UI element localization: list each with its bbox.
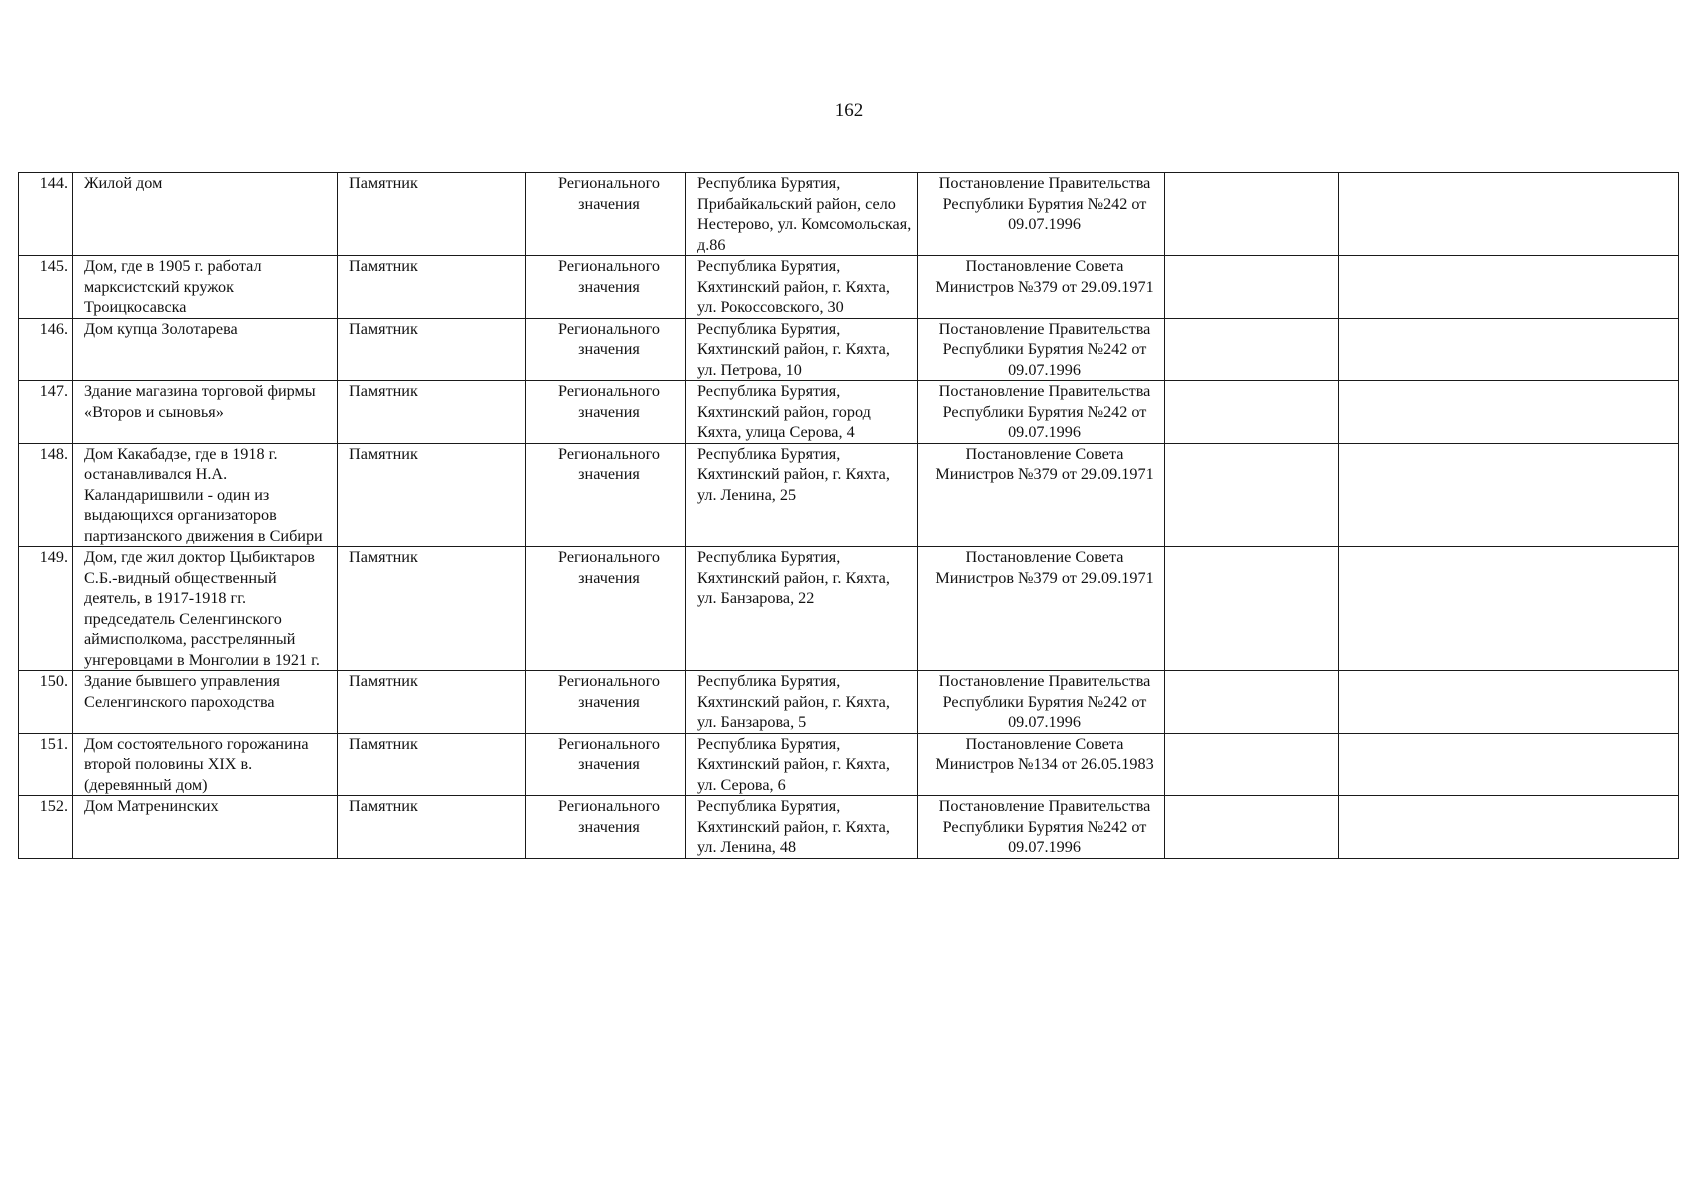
row-number-cell: 149. (19, 547, 73, 671)
heritage-registry-table (18, 172, 1679, 859)
empty-cell (1165, 318, 1339, 381)
empty-cell (1339, 443, 1679, 547)
table-row (19, 318, 1679, 381)
object-name-cell: Дом, где жил доктор Цыбиктаров С.Б.-видный общественный деятель, в 1917-1918 гг. председатель Селенгинского аймисполкома, расстрелянный унгеровцами в Монголии в 1921 г. (73, 547, 338, 671)
table-row (19, 547, 1679, 671)
row-number-cell: 145. (19, 256, 73, 319)
document-cell: Постановление Правительства Республики Бурятия №242 от 09.07.1996 (918, 671, 1165, 734)
significance-cell: Регионального значения (526, 733, 686, 796)
object-name-cell: Дом купца Золотарева (73, 318, 338, 381)
empty-cell (1165, 381, 1339, 444)
empty-cell (1165, 256, 1339, 319)
row-number-cell: 144. (19, 173, 73, 256)
empty-cell (1339, 733, 1679, 796)
empty-cell (1339, 547, 1679, 671)
address-cell: Республика Бурятия, Кяхтинский район, г. Кяхта, ул. Банзарова, 22 (686, 547, 918, 671)
empty-cell (1165, 547, 1339, 671)
document-cell: Постановление Правительства Республики Бурятия №242 от 09.07.1996 (918, 796, 1165, 859)
table-row (19, 173, 1679, 256)
empty-cell (1165, 173, 1339, 256)
address-cell: Республика Бурятия, Кяхтинский район, г. Кяхта, ул. Банзарова, 5 (686, 671, 918, 734)
category-cell: Памятник (338, 443, 526, 547)
page-number: 162 (834, 100, 864, 121)
table-row (19, 381, 1679, 444)
row-number-cell: 152. (19, 796, 73, 859)
address-cell: Республика Бурятия, Прибайкальский район, село Нестерово, ул. Комсомольская, д.86 (686, 173, 918, 256)
empty-cell (1339, 256, 1679, 319)
row-number-cell: 151. (19, 733, 73, 796)
object-name-cell: Дом состоятельного горожанина второй половины XIX в. (деревянный дом) (73, 733, 338, 796)
table-body (19, 173, 1679, 859)
empty-cell (1165, 443, 1339, 547)
address-cell: Республика Бурятия, Кяхтинский район, г. Кяхта, ул. Рокоссовского, 30 (686, 256, 918, 319)
empty-cell (1339, 381, 1679, 444)
object-name-cell: Дом Матренинских (73, 796, 338, 859)
table-row (19, 733, 1679, 796)
significance-cell: Регионального значения (526, 381, 686, 444)
document-cell: Постановление Правительства Республики Бурятия №242 от 09.07.1996 (918, 173, 1165, 256)
table-row (19, 796, 1679, 859)
empty-cell (1339, 671, 1679, 734)
address-cell: Республика Бурятия, Кяхтинский район, город Кяхта, улица Серова, 4 (686, 381, 918, 444)
object-name-cell: Дом Какабадзе, где в 1918 г. останавливался Н.А. Каландаришвили - один из выдающихся организаторов партизанского движения в Сибири (73, 443, 338, 547)
category-cell: Памятник (338, 318, 526, 381)
significance-cell: Регионального значения (526, 256, 686, 319)
object-name-cell: Дом, где в 1905 г. работал марксистский кружок Троицкосавска (73, 256, 338, 319)
row-number-cell: 148. (19, 443, 73, 547)
address-cell: Республика Бурятия, Кяхтинский район, г. Кяхта, ул. Ленина, 48 (686, 796, 918, 859)
document-cell: Постановление Совета Министров №134 от 26.05.1983 (918, 733, 1165, 796)
significance-cell: Регионального значения (526, 318, 686, 381)
document-cell: Постановление Совета Министров №379 от 29.09.1971 (918, 443, 1165, 547)
category-cell: Памятник (338, 733, 526, 796)
category-cell: Памятник (338, 671, 526, 734)
empty-cell (1339, 318, 1679, 381)
row-number-cell: 146. (19, 318, 73, 381)
significance-cell: Регионального значения (526, 547, 686, 671)
table-row (19, 443, 1679, 547)
object-name-cell: Здание магазина торговой фирмы «Второв и сыновья» (73, 381, 338, 444)
significance-cell: Регионального значения (526, 443, 686, 547)
empty-cell (1339, 173, 1679, 256)
significance-cell: Регионального значения (526, 173, 686, 256)
document-cell: Постановление Правительства Республики Бурятия №242 от 09.07.1996 (918, 318, 1165, 381)
category-cell: Памятник (338, 256, 526, 319)
category-cell: Памятник (338, 547, 526, 671)
document-cell: Постановление Совета Министров №379 от 29.09.1971 (918, 256, 1165, 319)
address-cell: Республика Бурятия, Кяхтинский район, г. Кяхта, ул. Ленина, 25 (686, 443, 918, 547)
table-row (19, 671, 1679, 734)
document-cell: Постановление Совета Министров №379 от 29.09.1971 (918, 547, 1165, 671)
row-number-cell: 147. (19, 381, 73, 444)
empty-cell (1339, 796, 1679, 859)
significance-cell: Регионального значения (526, 796, 686, 859)
object-name-cell: Жилой дом (73, 173, 338, 256)
category-cell: Памятник (338, 173, 526, 256)
significance-cell: Регионального значения (526, 671, 686, 734)
empty-cell (1165, 671, 1339, 734)
document-cell: Постановление Правительства Республики Бурятия №242 от 09.07.1996 (918, 381, 1165, 444)
address-cell: Республика Бурятия, Кяхтинский район, г. Кяхта, ул. Петрова, 10 (686, 318, 918, 381)
row-number-cell: 150. (19, 671, 73, 734)
address-cell: Республика Бурятия, Кяхтинский район, г. Кяхта, ул. Серова, 6 (686, 733, 918, 796)
category-cell: Памятник (338, 381, 526, 444)
table-row (19, 256, 1679, 319)
empty-cell (1165, 796, 1339, 859)
category-cell: Памятник (338, 796, 526, 859)
object-name-cell: Здание бывшего управления Селенгинского пароходства (73, 671, 338, 734)
empty-cell (1165, 733, 1339, 796)
